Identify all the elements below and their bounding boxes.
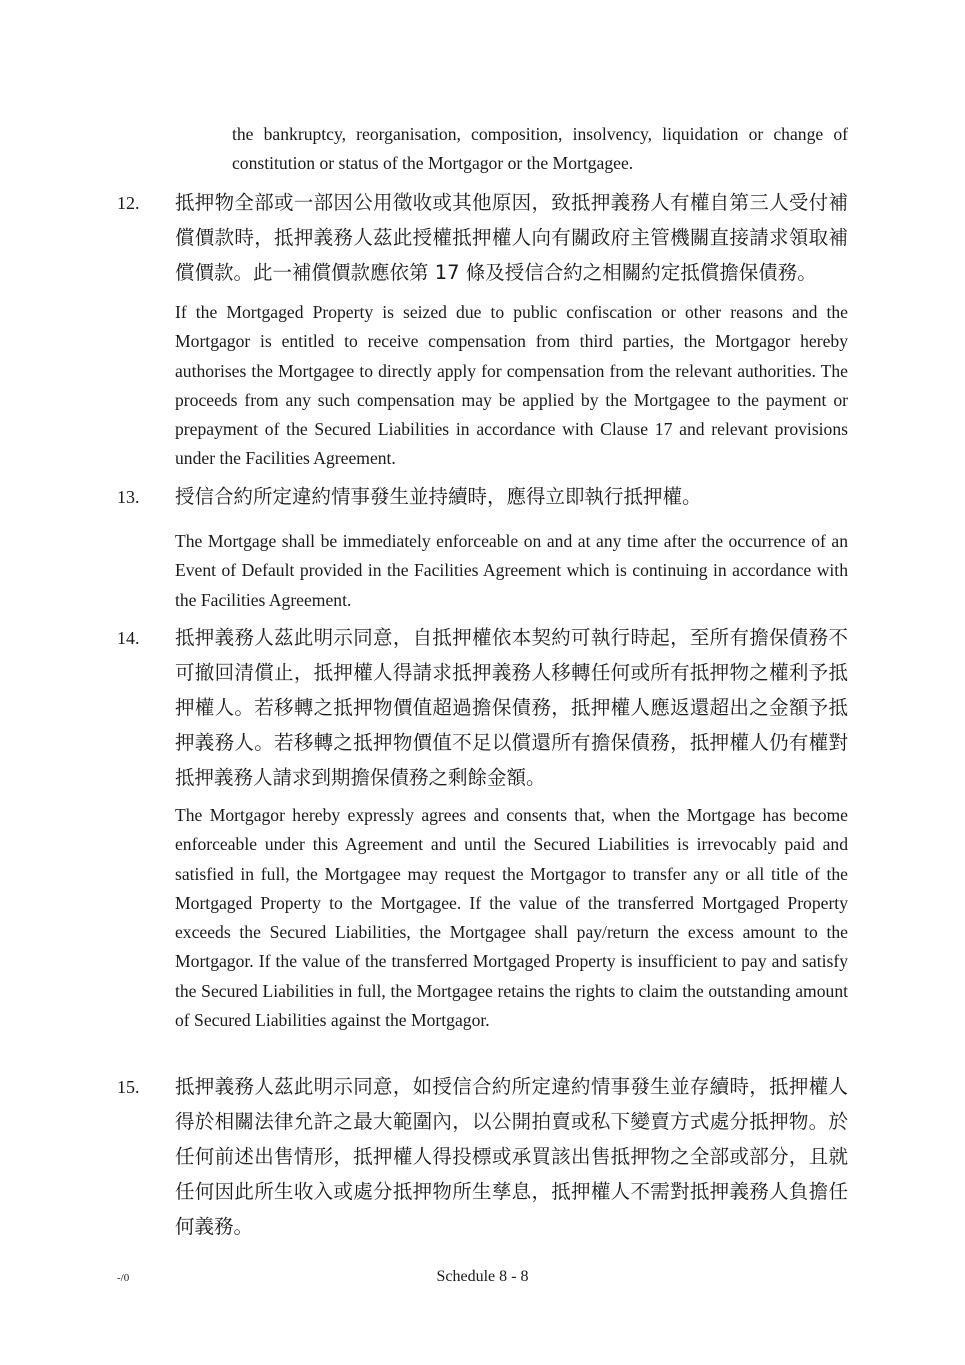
- clause-chinese: [175, 1069, 848, 1244]
- clause-english-text: The Mortgage shall be immediately enforceable on and at any time after the occurrence of an Event of Default provided in the Facilities Agreement which is continuing in accordance with the Facilities Agreement.: [175, 531, 848, 610]
- clause-english: [175, 298, 848, 474]
- clause-chinese: [175, 479, 848, 514]
- clause-chinese-text: 抵押義務人茲此明示同意，自抵押權依本契約可執行時起，至所有擔保債務不可撤回清償止，抵押權人得請求抵押義務人移轉任何或所有抵押物之權利予抵押權人。若移轉之抵押物價值超過擔保債務，抵押權人應返還超出之金額予抵押義務人。若移轉之抵押物價值不足以償還所有擔保債務，抵押權人仍有權對抵押義務人請求到期擔保債務之剩餘金額。: [175, 626, 848, 789]
- footer-page-label: Schedule 8 - 8: [436, 1268, 529, 1285]
- clause-number: 13.: [117, 487, 140, 507]
- continuation-paragraph: [232, 120, 848, 179]
- clause-english-text: If the Mortgaged Property is seized due to public confiscation or other reasons and the Mortgagor is entitled to receive compensation from third parties, the Mortgagor hereby authorises the Mortgagee to directly apply for compensation from the relevant authorities. The proceeds from any such compensation may be applied by the Mortgagee to the payment or prepayment of the Secured Liabilities in accordance with Clause 17 and relevant provisions under the Facilities Agreement.: [175, 302, 848, 469]
- clause-english: [175, 801, 848, 1035]
- clause-chinese-text: 抵押義務人茲此明示同意，如授信合約所定違約情事發生並存續時，抵押權人得於相關法律允許之最大範圍內，以公開拍賣或私下變賣方式處分抵押物。於任何前述出售情形，抵押權人得投標或承買該出售抵押物之全部或部分，且就任何因此所生收入或處分抵押物所生孳息，抵押權人不需對抵押義務人負擔任何義務。: [175, 1075, 848, 1238]
- clause-chinese: [175, 620, 848, 795]
- clause-english-text: The Mortgagor hereby expressly agrees and consents that, when the Mortgage has become enforceable under this Agreement and until the Secured Liabilities is irrevocably paid and satisfied in full, the Mortgagee may request the Mortgagor to transfer any or all title of the Mortgaged Property to the Mortgagee. If the value of the transferred Mortgaged Property exceeds the Secured Liabilities, the Mortgagee shall pay/return the excess amount to the Mortgagor. If the value of the transferred Mortgaged Property is insufficient to pay and satisfy the Secured Liabilities in full, the Mortgagee retains the rights to claim the outstanding amount of Secured Liabilities against the Mortgagor.: [175, 805, 848, 1031]
- clause-chinese-text: 抵押物全部或一部因公用徵收或其他原因，致抵押義務人有權自第三人受付補償價款時，抵押義務人茲此授權抵押權人向有關政府主管機關直接請求領取補償價款。此一補償價款應依第 17 條及授信合約之相關約定抵償擔保債務。: [175, 191, 848, 284]
- footer-reference: -/0: [117, 1272, 130, 1284]
- clause-chinese: [175, 185, 848, 290]
- clause-number: 12.: [117, 193, 140, 213]
- clause-number: 15.: [117, 1077, 140, 1097]
- clause-chinese-text: 授信合約所定違約情事發生並持續時，應得立即執行抵押權。: [175, 485, 702, 508]
- clause-number: 14.: [117, 628, 140, 648]
- continuation-text: the bankruptcy, reorganisation, composition, insolvency, liquidation or change of constitution or status of the Mortgagor or the Mortgagee.: [232, 124, 848, 174]
- clause-english: [175, 527, 848, 615]
